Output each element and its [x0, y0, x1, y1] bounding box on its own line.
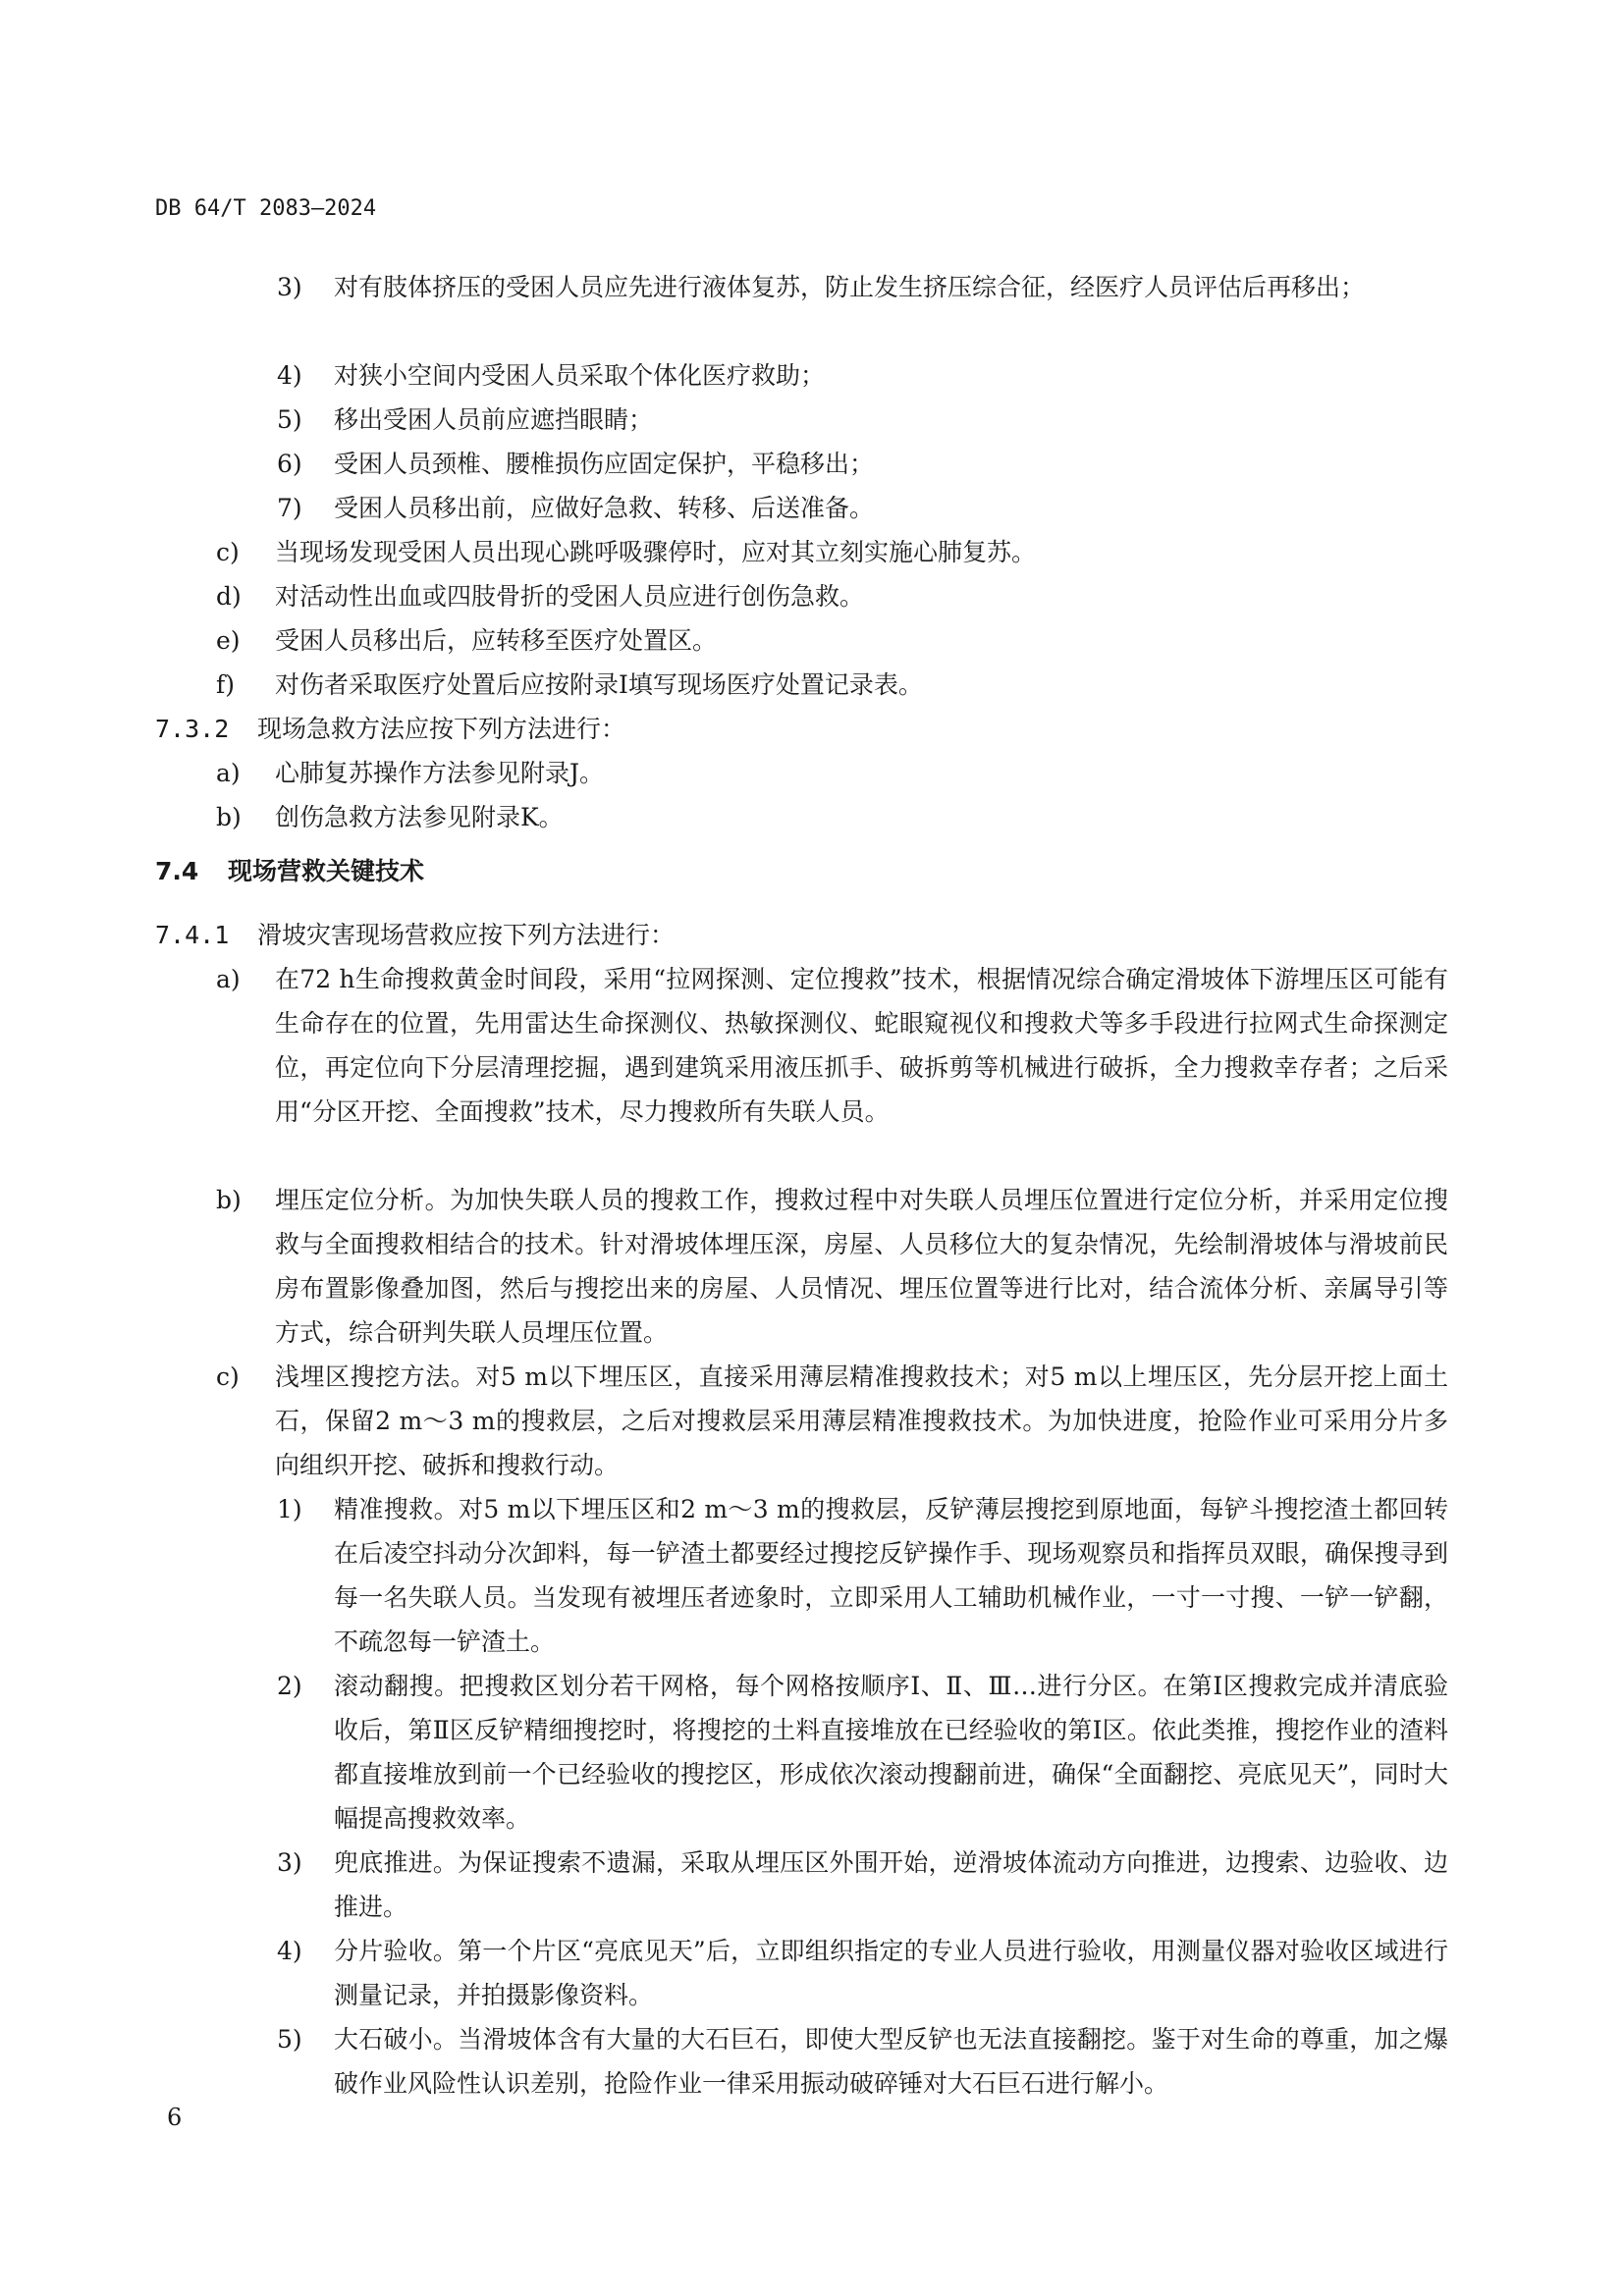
list-label: a) [216, 965, 241, 993]
list-item-text: 对有肢体挤压的受困人员应先进行液体复苏，防止发生挤压综合征，经医疗人员评估后再移出； [334, 273, 1366, 301]
list-label: c) [216, 1362, 240, 1391]
section-number: 7.4 [155, 857, 199, 885]
list-item-text: 埋压定位分析。为加快失联人员的搜救工作，搜救过程中对失联人员埋压位置进行定位分析，并采用定位搜救与全面搜救相结合的技术。针对滑坡体埋压深，房屋、人员移位大的复杂情况，先绘制滑坡体与滑坡前民房布置影像叠加图，然后与搜挖出来的房屋、人员情况、埋压位置等进行比对，结合流体分析、亲属导引等方式，综合研判失联人员埋压位置。 [275, 1186, 1448, 1347]
list-item-text: 当现场发现受困人员出现心跳呼吸骤停时，应对其立刻实施心肺复苏。 [275, 538, 1037, 566]
list-item-text: 对伤者采取医疗处置后应按附录I填写现场医疗处置记录表。 [275, 670, 923, 699]
list-label: 5) [277, 2025, 302, 2054]
list-label: 4) [277, 361, 302, 390]
list-label: 5) [277, 405, 302, 434]
list-label: 3) [277, 1848, 302, 1877]
list-label: b) [216, 1186, 242, 1214]
list-label: f) [216, 670, 236, 699]
list-item-text: 心肺复苏操作方法参见附录J。 [275, 759, 605, 787]
list-label: 6) [277, 450, 302, 478]
list-item-text: 分片验收。第一个片区“亮底见天”后，立即组织指定的专业人员进行验收，用测量仪器对验收区域进行测量记录，并拍摄影像资料。 [334, 1937, 1448, 2009]
list-label: 7) [277, 494, 302, 522]
list-label: d) [216, 582, 242, 611]
list-item-text: 精准搜救。对5 m以下埋压区和2 m～3 m的搜救层，反铲薄层搜挖到原地面，每铲斗搜挖渣土都回转在后凌空抖动分次卸料，每一铲渣土都要经过搜挖反铲操作手、现场观察员和指挥员双眼，确保搜寻到每一名失联人员。当发现有被埋压者迹象时，立即采用人工辅助机械作业，一寸一寸搜、一铲一铲翻，不疏忽每一铲渣土。 [334, 1495, 1448, 1656]
page-number: 6 [167, 2104, 183, 2131]
list-item-text: 滚动翻搜。把搜救区划分若干网格，每个网格按顺序Ⅰ、Ⅱ、Ⅲ…进行分区。在第Ⅰ区搜救完成并清底验收后，第Ⅱ区反铲精细搜挖时，将搜挖的土料直接堆放在已经验收的第Ⅰ区。依此类推，搜挖作业的渣料都直接堆放到前一个已经验收的搜挖区，形成依次滚动搜翻前进，确保“全面翻挖、亮底见天”，同时大幅提高搜救效率。 [334, 1672, 1448, 1833]
list-label: 3) [277, 273, 302, 301]
list-item-text: 在72 h生命搜救黄金时间段，采用“拉网探测、定位搜救”技术，根据情况综合确定滑坡体下游埋压区可能有生命存在的位置，先用雷达生命探测仪、热敏探测仪、蛇眼窥视仪和搜救犬等多手段进行拉网式生命探测定位，再定位向下分层清理挖掘，遇到建筑采用液压抓手、破拆剪等机械进行破拆，全力搜救幸存者；之后采用“分区开挖、全面搜救”技术，尽力搜救所有失联人员。 [275, 965, 1448, 1126]
list-label: b) [216, 803, 242, 831]
list-item-text: 受困人员移出前，应做好急救、转移、后送准备。 [334, 494, 875, 522]
list-item-text: 移出受困人员前应遮挡眼睛； [334, 405, 654, 434]
list-label: 2) [277, 1672, 302, 1700]
list-label: c) [216, 538, 240, 566]
clause-number: 7.4.1 [155, 921, 230, 949]
list-label: a) [216, 759, 241, 787]
document-id: DB 64/T 2083—2024 [155, 196, 377, 221]
list-item-text: 对狭小空间内受困人员采取个体化医疗救助； [334, 361, 826, 390]
list-item-text: 创伤急救方法参见附录K。 [275, 803, 564, 831]
list-item-text: 受困人员颈椎、腰椎损伤应固定保护，平稳移出； [334, 450, 875, 478]
list-label: 4) [277, 1937, 302, 1965]
list-item-text: 兜底推进。为保证搜索不遗漏，采取从埋压区外围开始，逆滑坡体流动方向推进，边搜索、边验收、边推进。 [334, 1848, 1448, 1921]
list-item-text: 受困人员移出后，应转移至医疗处置区。 [275, 626, 718, 655]
list-item-text: 大石破小。当滑坡体含有大量的大石巨石，即使大型反铲也无法直接翻挖。鉴于对生命的尊重，加之爆破作业风险性认识差别，抢险作业一律采用振动破碎锤对大石巨石进行解小。 [334, 2025, 1448, 2098]
list-label: 1) [277, 1495, 302, 1523]
clause-text: 现场急救方法应按下列方法进行： [257, 715, 626, 743]
list-item-text: 浅埋区搜挖方法。对5 m以下埋压区，直接采用薄层精准搜救技术；对5 m以上埋压区，先分层开挖上面土石，保留2 m～3 m的搜救层，之后对搜救层采用薄层精准搜救技术。为加快进度，抢险作业可采用分片多向组织开挖、破拆和搜救行动。 [275, 1362, 1448, 1479]
list-item-text: 对活动性出血或四肢骨折的受困人员应进行创伤急救。 [275, 582, 865, 611]
clause-number: 7.3.2 [155, 715, 230, 743]
clause-text: 滑坡灾害现场营救应按下列方法进行： [257, 921, 676, 949]
section-title: 现场营救关键技术 [228, 857, 425, 885]
list-label: e) [216, 626, 241, 655]
